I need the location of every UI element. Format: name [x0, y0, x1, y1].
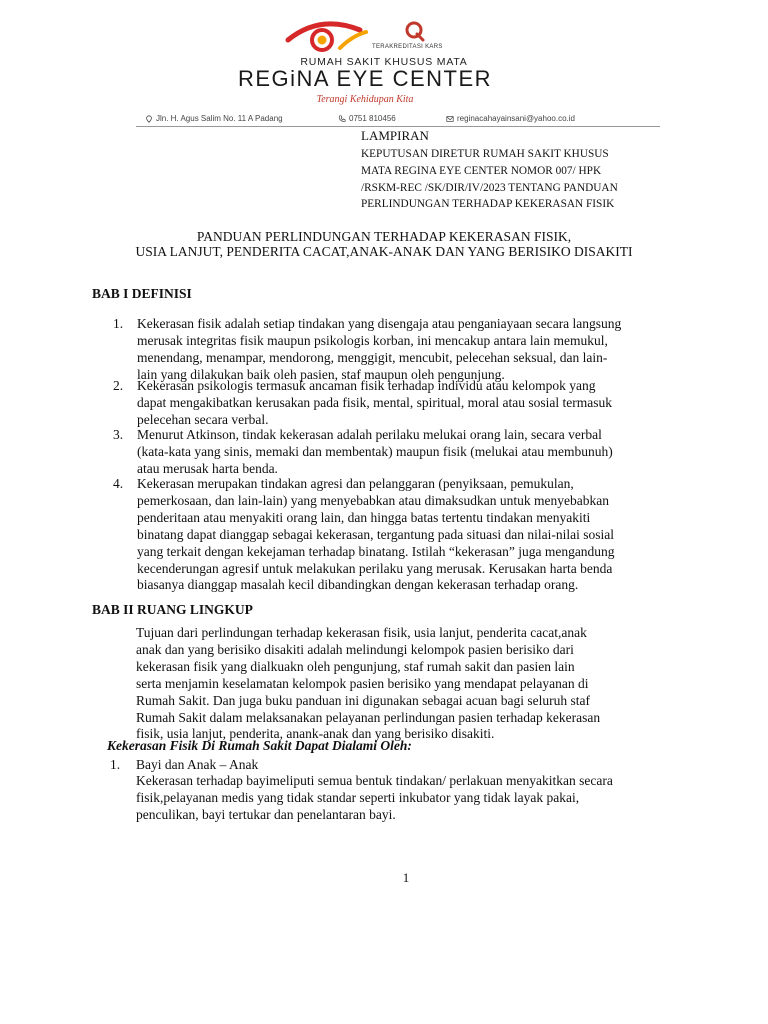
bab1-item-3 [137, 427, 677, 478]
text-line: Rumah Sakit dalam melaksanakan pelayanan perlindungan pasien terhadap kekerasan [136, 709, 601, 725]
keputusan-line: /RSKM-REC /SK/DIR/IV/2023 TENTANG PANDUAN [361, 181, 618, 194]
text-line: penderitaan atau menyakiti orang lain, dan hingga batas tertentu tindakan menyakiti [137, 509, 591, 525]
email-block [446, 114, 575, 123]
text-line: Rumah Sakit. Dan juga buku panduan ini digunakan sebagai acuan bagi seluruh staf [136, 692, 591, 708]
text-line: Kekerasan merupakan tindakan agresi dan pelanggaran (penyiksaan, pemukulan, [137, 476, 574, 491]
bab1-item-number: 2. [113, 378, 124, 393]
text-line: yang terkait dengan kekejaman terhadap binatang. Istilah “kekerasan” juga mengandung [137, 543, 615, 559]
text-line: kecenderungan agresif untuk melakukan perilaku yang merusak. Kerusakan harta benda [137, 560, 613, 576]
header-divider [136, 126, 660, 127]
phone-icon [338, 115, 346, 123]
address-block [145, 114, 283, 123]
text-line: pelecehan secara verbal. [137, 411, 269, 427]
document-title-line1: PANDUAN PERLINDUNGAN TERHADAP KEKERASAN FISIK, [196, 229, 572, 244]
lampiran-label: LAMPIRAN [361, 128, 429, 143]
bab1-item-1 [137, 316, 677, 384]
lampiran-keputusan [361, 146, 681, 213]
text-line: fisik, usia lanjut, penderita, anank-anak dan yang berisiko disakiti. [136, 726, 495, 742]
bab2-subheading: Kekerasan Fisik Di Rumah Sakit Dapat Dialami Oleh: [107, 738, 412, 753]
phone-block [338, 114, 396, 123]
bab2-heading: BAB II RUANG LINGKUP [92, 602, 253, 617]
bab1-heading: BAB I DEFINISI [92, 286, 192, 301]
text-line: atau merusak harta benda. [137, 460, 278, 476]
text-line: Kekerasan terhadap bayimeliputi semua bentuk tindakan/ perlakuan menyakitkan secara [136, 773, 613, 788]
phone-text: 0751 810456 [349, 114, 396, 123]
text-line: merusak integritas fisik maupun psikologis korban, ini mencakup antara lain memukul, [137, 332, 608, 348]
email-text: reginacahayainsani@yahoo.co.id [457, 114, 575, 123]
page-number: 1 [402, 870, 410, 885]
text-line: menendang, menampar, mendorong, menggigit, mencubit, pelecehan seksual, dan lain- [137, 349, 608, 365]
bab1-item-4 [137, 476, 677, 594]
mail-icon [446, 115, 454, 123]
address-text: Jln. H. Agus Salim No. 11 A Padang [156, 114, 283, 123]
text-line: pemerkosaan, dan lain-lain) yang menyebabkan atau dimaksudkan untuk menyebabkan [137, 492, 609, 508]
text-line: kekerasan fisik yang dialkuakn oleh pengunjung, staf rumah sakit dan pasien lain [136, 658, 575, 674]
keputusan-line: MATA REGINA EYE CENTER NOMOR 007/ HPK [361, 164, 602, 177]
location-pin-icon [145, 115, 153, 123]
keputusan-line: KEPUTUSAN DIRETUR RUMAH SAKIT KHUSUS [361, 148, 609, 160]
tagline: Terangi Kehidupan Kita [316, 94, 414, 105]
kars-accreditation-icon [396, 20, 432, 46]
bab2-item-1-text [136, 773, 676, 824]
bab1-item-2 [137, 378, 677, 429]
accreditation-label: TERAKREDITASI KARS [372, 44, 443, 50]
text-line: lain yang dilakukan baik oleh pasien, staf maupun oleh pengunjung. [137, 366, 505, 382]
bab2-item-number: 1. [110, 757, 121, 772]
text-line: Tujuan dari perlindungan terhadap kekerasan fisik, usia lanjut, penderita cacat,anak [136, 625, 587, 640]
hospital-name: REGiNA EYE CENTER [237, 66, 493, 91]
document-title-line2: USIA LANJUT, PENDERITA CACAT,ANAK-ANAK DAN YANG BERISIKO DISAKITI [135, 244, 633, 259]
keputusan-line: PERLINDUNGAN TERHADAP KEKERASAN FISIK [361, 198, 615, 211]
bab1-item-number: 4. [113, 476, 124, 491]
text-line: serta menjamin keselamatan kelompok pasien berisiko yang mendapat pelayanan di [136, 675, 589, 691]
text-line: dapat mengakibatkan kerusakan pada fisik, mental, spiritual, moral atau sosial termasuk [137, 394, 612, 410]
text-line: Kekerasan fisik adalah setiap tindakan yang disengaja atau penganiayaan secara langsung [137, 316, 622, 331]
bab2-paragraph [136, 625, 676, 743]
bab1-item-number: 1. [113, 316, 124, 331]
hospital-type: RUMAH SAKIT KHUSUS MATA [300, 56, 468, 68]
text-line: binatang dapat dianggap sebagai kekerasan, tergantung pada situasi dan nilai-nilai sosial [137, 526, 614, 542]
bab2-item-title: Bayi dan Anak – Anak [136, 757, 259, 772]
text-line: Kekerasan psikologis termasuk ancaman fisik terhadap individu atau kelompok yang [137, 378, 596, 393]
text-line: anak dan yang berisiko disakiti adalah melindungi kelompok pasien berisiko dari [136, 641, 574, 657]
text-line: (kata-kata yang sinis, memaki dan membentak) maupun fisik (melukai atau membunuh) [137, 443, 613, 459]
text-line: penculikan, bayi tertukar dan penelantaran bayi. [136, 806, 396, 822]
bab1-item-number: 3. [113, 427, 124, 442]
text-line: fisik,pelayanan medis yang tidak standar seperti inkubator yang tidak layak pakai, [136, 789, 580, 805]
text-line: biasanya dianggap masalah kecil dibandingkan dengan kekerasan terhadap orang. [137, 577, 579, 593]
text-line: Menurut Atkinson, tindak kekerasan adalah perilaku melukai orang lain, secara verbal [137, 427, 602, 442]
